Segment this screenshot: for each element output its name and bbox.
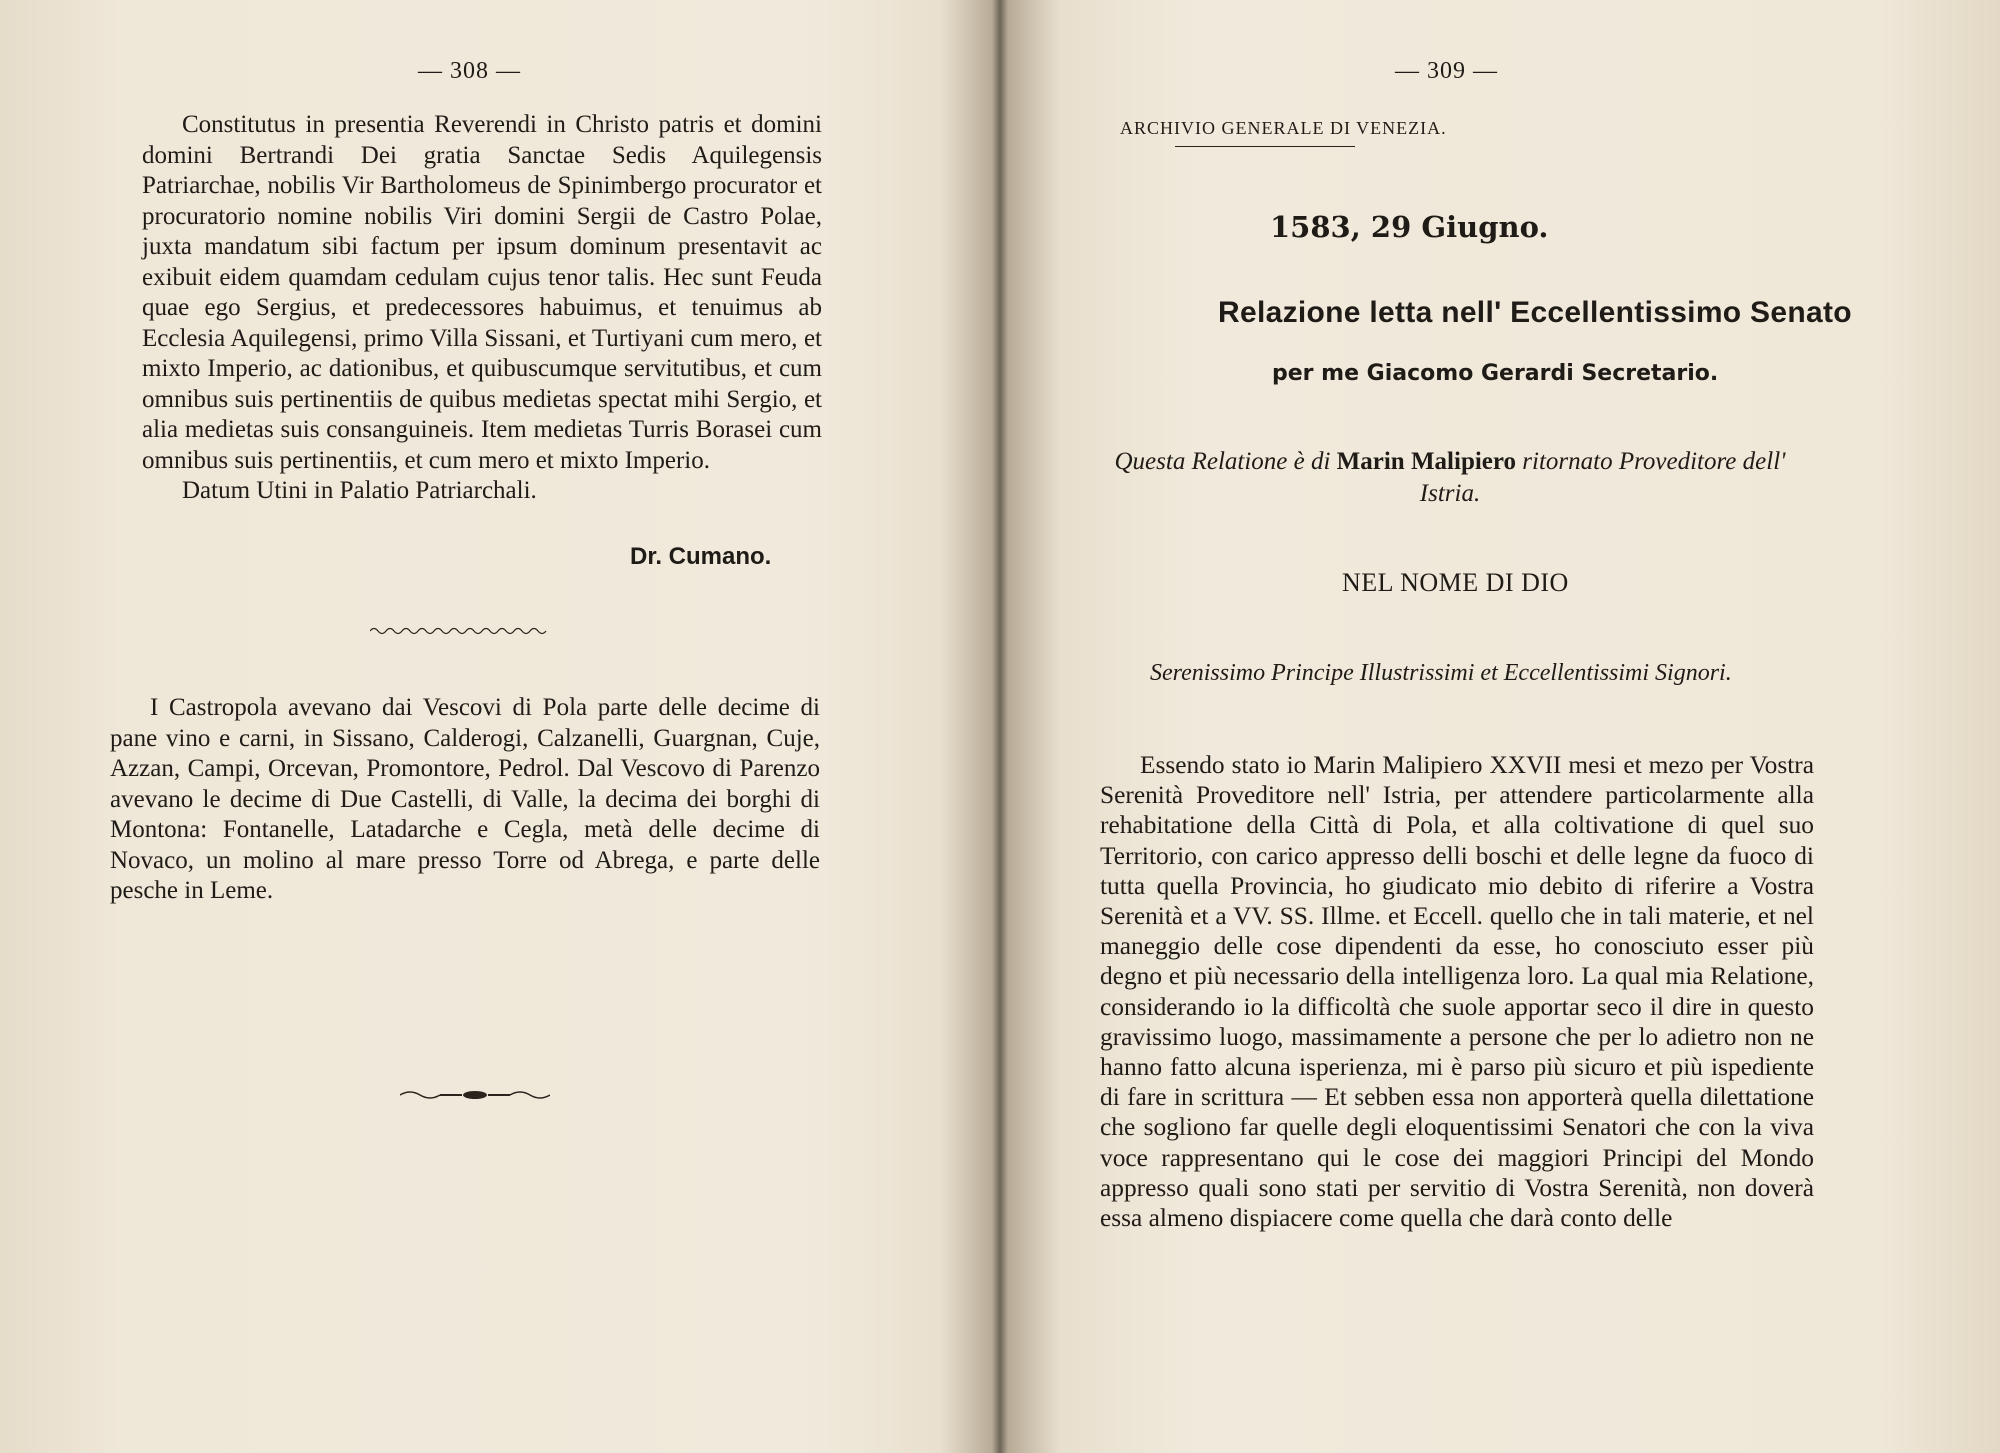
salutation: Serenissimo Principe Illustrissimi et Eccellentissimi Signori. <box>1150 660 1732 686</box>
paragraph: Datum Utini in Palatio Patriarchali. <box>182 477 537 504</box>
header-rule <box>1175 146 1355 147</box>
page-number: — 309 — <box>1395 58 1498 84</box>
signature: Dr. Cumano. <box>630 543 772 570</box>
editorial-note <box>1110 446 1790 510</box>
latin-charter-text <box>142 110 822 507</box>
left-page <box>0 0 960 1453</box>
paragraph: I Castropola avevano dai Vescovi di Pola parte delle decime di pane vino e carni, in Sissano, Calderogi, Calzanelli, Guargnan, Cuje, Azzan, Campi, Orcevan, Promontore, Pedrol. Dal Vescovo di Parenzo avevano le decime di Due Castelli, di Valle, la decima dei borghi di Montona: Fontanelle, Latadarche e Cegla, metà delle decime di Novaco, un molino al mare presso Torre od Abrega, e parte delle pesche in Leme. <box>110 694 820 904</box>
ornament-divider <box>400 1088 550 1102</box>
right-page <box>990 0 2000 1453</box>
running-header: ARCHIVIO GENERALE DI VENEZIA. <box>1120 118 1447 138</box>
paragraph: Constitutus in presentia Reverendi in Christo patris et domini domini Bertrandi Dei gratia Sanctae Sedis Aquilegensis Patriarchae, nobilis Vir Bartholomeus de Spinimbergo procurator et procuratorio nomine nobilis Viri domini Sergii de Castro Polae, juxta mandatum sibi factum per ipsum dominum presentavit ac exibuit eidem quamdam cedulam cujus tenor talis. Hec sunt Feuda quae ego Sergius, et predecessores habuimus, et tenuimus ab Ecclesia Aquilegensi, primo Villa Sissani, et Turtiyani cum mero, et mixto Imperio, ac dationibus, et quibuscumque servitutibus, et cum omnibus suis pertinentiis de quibus medietas spectat mihi Sergio, et alia medietas suis consanguineis. Item medietas Turris Borasei cum omnibus suis pertinentiis, et cum mero et mixto Imperio. <box>142 111 822 474</box>
page-number: — 308 — <box>418 58 521 84</box>
note-name: Marin Malipiero <box>1336 448 1517 475</box>
wavy-divider <box>370 625 550 637</box>
note-suffix: ritornato Proveditore dell' Istria. <box>1419 448 1786 507</box>
document-subtitle: per me Giacomo Gerardi Secretario. <box>1272 361 1719 386</box>
paragraph: Essendo stato io Marin Malipiero XXVII mesi et mezo per Vostra Serenità Proveditore nell' Istria, per attendere particolarmente alla rehabitatione della Città di Pola, et alla coltivatione di quel suo Territorio, con carico appresso delli boschi et delle legne da fuoco di tutta quella Provincia, ho giudicato mio debito di riferire a Vostra Serenità et a VV. SS. Illme. et Eccell. quello che in tali materie, et nel maneggio delle cose dipendenti da esse, ho conosciuto esser più degno et più necessario della intelligenza loro. La qual mia Relatione, considerando io la difficoltà che suole apportar seco il dire in questo gravissimo luogo, massimamente a persone che per lo adietro non ne hanno fatto alcuna isperienza, mi è parso più sicuro et più ispediente di fare in scrittura — Et sebben essa non apporterà quella dilettatione che sogliono far quelle degli eloquentissimi Senatori che con la viva voce rappresentano qui le cose dei maggiori Principi del Mondo appresso quali sono stati per servitio di Vostra Serenità, non doverà essa almeno dispiacere come quella che darà conto delle <box>1100 751 1814 1233</box>
document-title: Relazione letta nell' Eccellentissimo Senato <box>1218 296 1852 329</box>
commentary-text <box>110 693 820 907</box>
date-heading: 1583, 29 Giugno. <box>1270 210 1549 244</box>
invocation: NEL NOME DI DIO <box>1342 568 1569 597</box>
note-prefix: Questa Relatione è di <box>1114 448 1331 475</box>
relation-text <box>1100 750 1814 1233</box>
